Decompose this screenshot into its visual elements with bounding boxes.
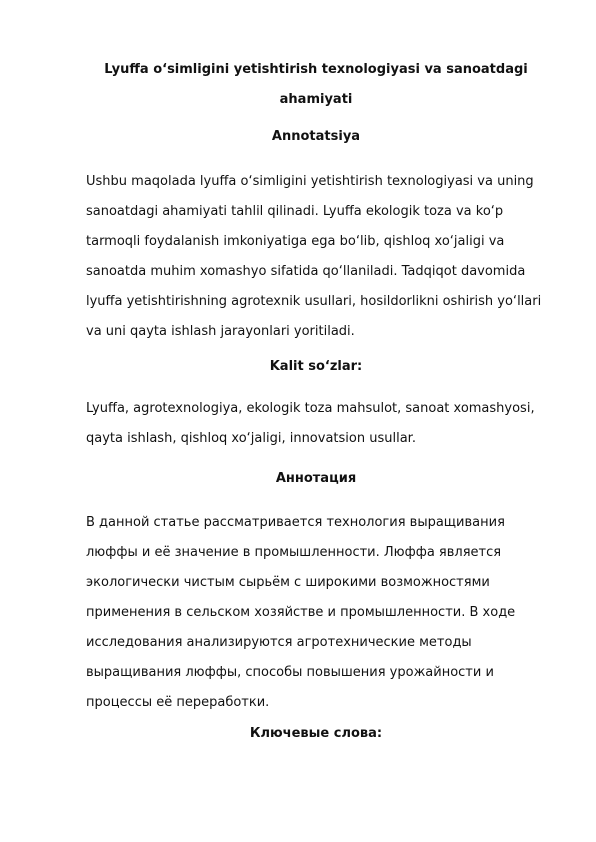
annotation-ru-heading: Аннотация: [275, 471, 357, 486]
paragraph-line: qayta ishlash, qishloq xo‘jaligi, innovatsion usullar.: [86, 431, 416, 446]
paragraph-line: sanoatdagi ahamiyati tahlil qilinadi. Lyuffa ekologik toza va ko‘p: [86, 204, 504, 219]
annotation-uz-paragraph: [86, 167, 558, 347]
paragraph-line: применения в сельском хозяйстве и промышленности. В ходе: [86, 605, 516, 620]
paragraph-line: sanoatda muhim xomashyo sifatida qo‘llaniladi. Tadqiqot davomida: [86, 264, 526, 279]
paragraph-line: экологически чистым сырьём с широкими возможностями: [86, 575, 490, 590]
paragraph-line: выращивания люффы, способы повышения урожайности и: [86, 665, 494, 680]
annotation-ru-paragraph: [86, 508, 558, 718]
keywords-ru-heading: Ключевые слова:: [249, 726, 383, 741]
paragraph-line: va uni qayta ishlash jarayonlari yoritiladi.: [86, 324, 355, 339]
paragraph-line: Ushbu maqolada lyuffa o‘simligini yetishtirish texnologiyasi va uning: [86, 174, 534, 189]
paragraph-line: В данной статье рассматривается технология выращивания: [86, 515, 505, 530]
keywords-uz-paragraph: [86, 394, 558, 454]
article-title: [86, 55, 546, 115]
annotation-uz-heading: Annotatsiya: [271, 129, 361, 144]
title-line-2: ahamiyati: [279, 92, 353, 107]
paragraph-line: процессы её переработки.: [86, 695, 270, 710]
paragraph-line: Lyuffa, agrotexnologiya, ekologik toza mahsulot, sanoat xomashyosi,: [86, 401, 535, 416]
paragraph-line: lyuffa yetishtirishning agrotexnik usullari, hosildorlikni oshirish yo‘llari: [86, 294, 542, 309]
paragraph-line: tarmoqli foydalanish imkoniyatiga ega bo‘lib, qishloq xo‘jaligi va: [86, 234, 505, 249]
paragraph-line: исследования анализируются агротехнические методы: [86, 635, 472, 650]
paragraph-line: люффы и её значение в промышленности. Люффа является: [86, 545, 502, 560]
title-line-1: Lyuffa o‘simligini yetishtirish texnologiyasi va sanoatdagi: [104, 62, 528, 77]
keywords-uz-heading: Kalit so‘zlar:: [269, 359, 363, 374]
